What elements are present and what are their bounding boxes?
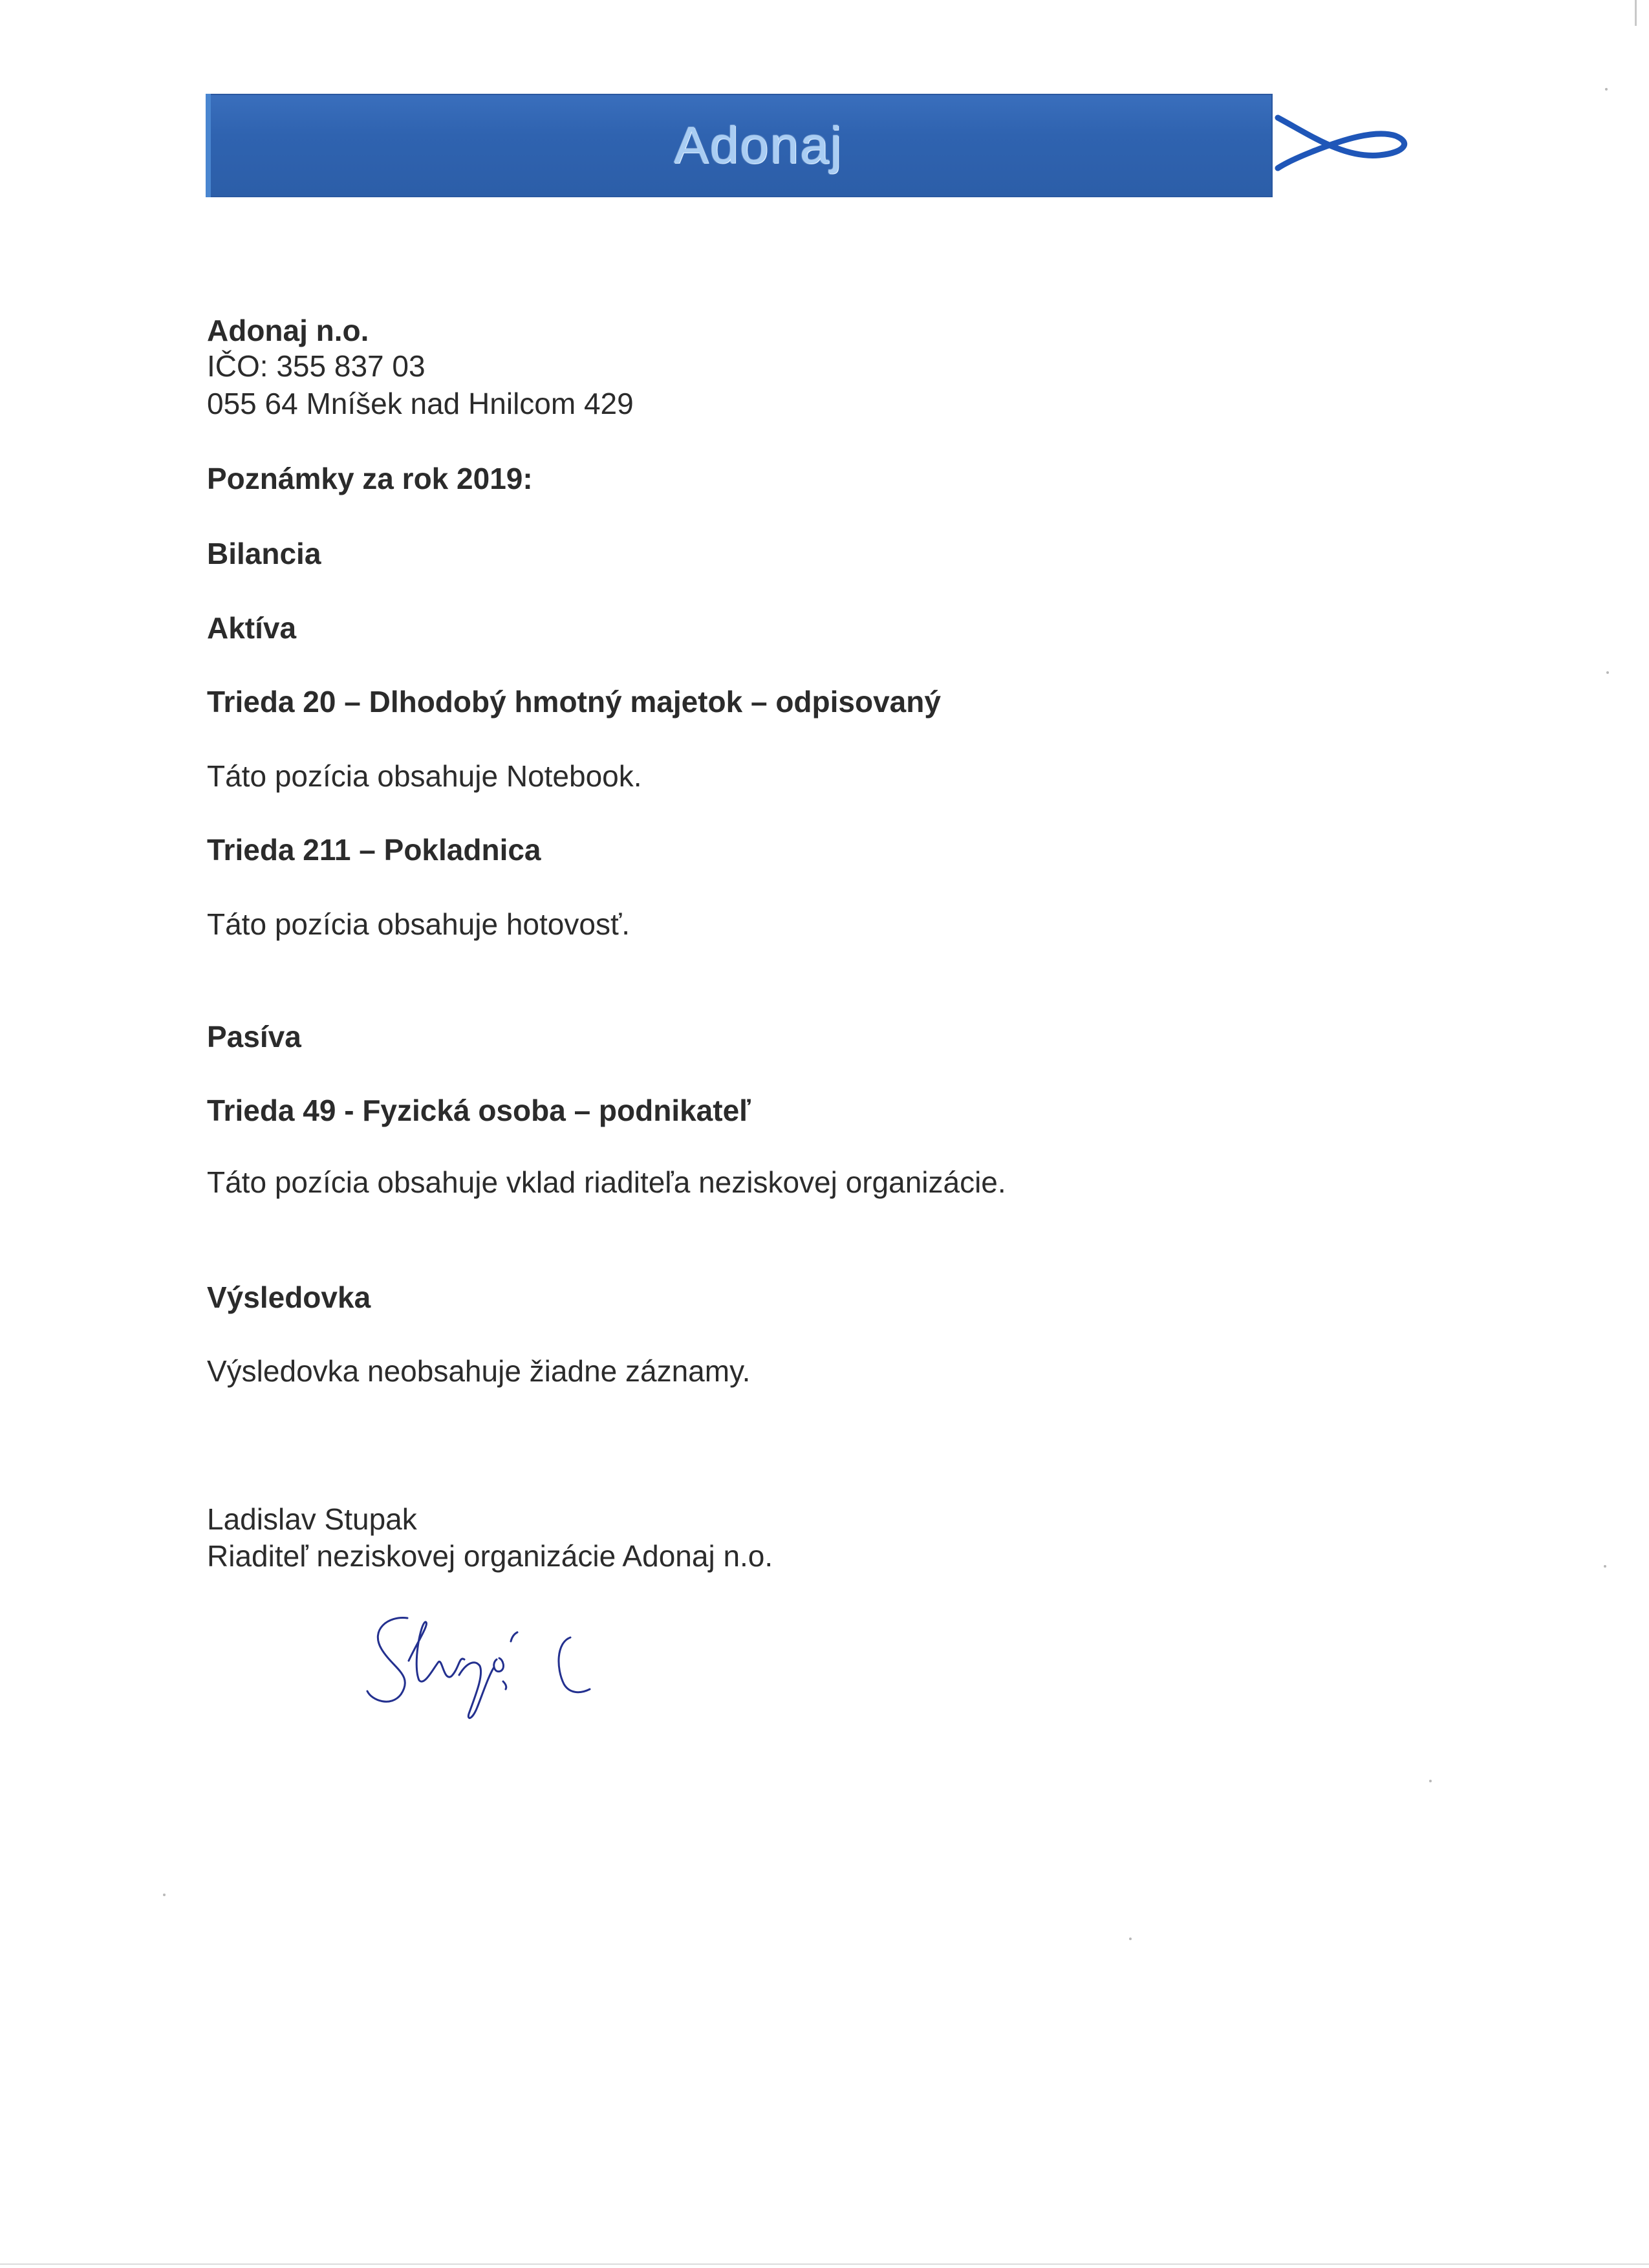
organization-ico: IČO: 355 837 03	[207, 349, 426, 383]
scan-edge	[1635, 0, 1637, 26]
assets-heading: Aktíva	[207, 611, 297, 645]
asset-class-title: Trieda 20 – Dlhodobý hmotný majetok – odpisovaný	[207, 685, 941, 718]
ichthys-fish-icon	[1273, 110, 1415, 175]
banner-title: Adonaj	[674, 116, 843, 174]
scan-speck	[1605, 88, 1608, 91]
income-statement-text: Výsledovka neobsahuje žiadne záznamy.	[207, 1354, 751, 1388]
asset-class-title: Trieda 211 – Pokladnica	[207, 833, 541, 867]
income-statement-heading: Výsledovka	[207, 1280, 371, 1314]
signatory-role: Riaditeľ neziskovej organizácie Adonaj n.o.	[207, 1539, 773, 1573]
liability-class-text: Táto pozícia obsahuje vklad riaditeľa neziskovej organizácie.	[207, 1165, 1006, 1199]
scan-speck	[1604, 1565, 1606, 1568]
asset-class-text: Táto pozícia obsahuje Notebook.	[207, 759, 642, 793]
asset-class-text: Táto pozícia obsahuje hotovosť.	[207, 907, 630, 941]
scan-edge-bottom	[0, 2263, 1649, 2265]
scan-speck	[163, 1894, 166, 1896]
signatory-name: Ladislav Stupak	[207, 1502, 417, 1536]
liabilities-heading: Pasíva	[207, 1020, 301, 1053]
organization-name: Adonaj n.o.	[207, 314, 369, 347]
scan-speck	[1429, 1780, 1432, 1782]
organization-address: 055 64 Mníšek nad Hnilcom 429	[207, 387, 634, 420]
scan-speck	[1129, 1938, 1132, 1940]
scan-speck	[1606, 671, 1609, 674]
balance-heading: Bilancia	[207, 537, 321, 570]
handwritten-signature	[362, 1604, 608, 1727]
notes-title: Poznámky za rok 2019:	[207, 462, 533, 495]
liability-class-title: Trieda 49 - Fyzická osoba – podnikateľ	[207, 1094, 751, 1127]
header-banner	[206, 94, 1273, 197]
